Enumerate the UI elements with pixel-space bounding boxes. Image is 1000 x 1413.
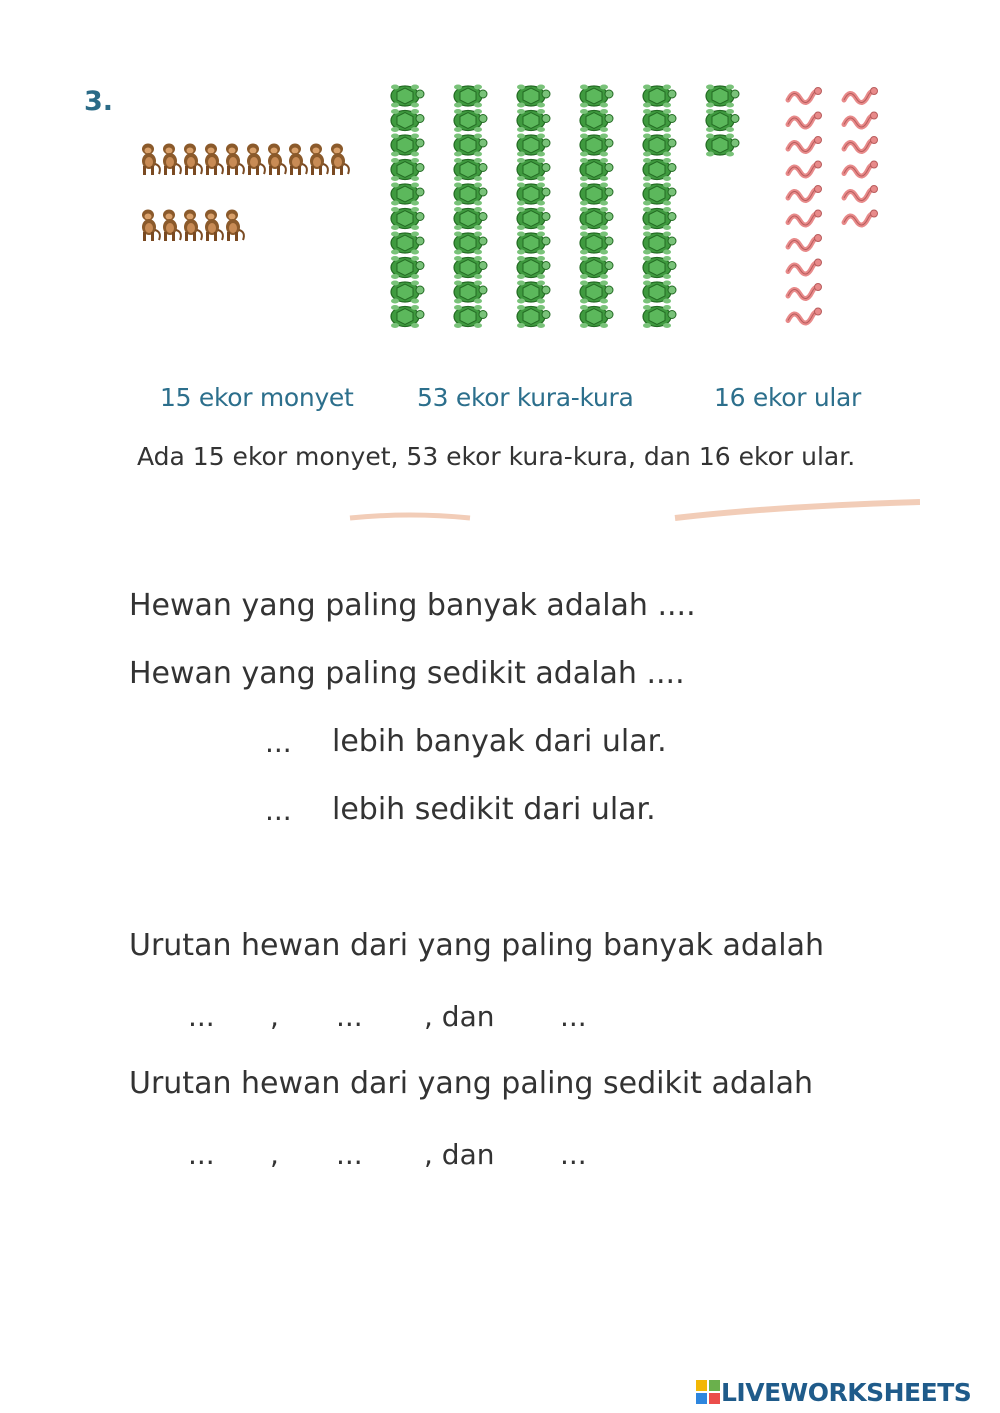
turtle-icon [454,158,487,181]
order-least-blank-3[interactable]: ... [560,1138,587,1171]
snake-icon [844,137,878,152]
question-less-than-snake: lebih sedikit dari ular. [332,792,656,827]
monkey-group [142,144,349,242]
order-most-sep-1: , [270,1000,279,1033]
turtle-icon [391,109,424,132]
turtle-icon [454,232,487,255]
turtle-icon [454,256,487,279]
turtle-icon [391,305,424,328]
turtle-icon [454,134,487,157]
monkey-icon [205,144,223,176]
turtle-icon [454,183,487,206]
turtle-icon [643,134,676,157]
question-more-than-snake: lebih banyak dari ular. [332,724,667,759]
order-most-blank-3[interactable]: ... [560,1000,587,1033]
turtle-icon [454,85,487,108]
order-least-sep-2: , dan [424,1138,495,1171]
turtle-icon [643,109,676,132]
monkey-caption: 15 ekor monyet [160,383,354,412]
turtle-icon [706,85,739,108]
turtle-icon [391,232,424,255]
question-order-most: Urutan hewan dari yang paling banyak adalah [129,928,825,963]
turtle-icon [454,207,487,230]
turtle-icon [643,85,676,108]
turtle-group [391,85,739,329]
snake-icon [844,161,878,176]
turtle-icon [643,232,676,255]
turtle-icon [706,134,739,157]
monkey-icon [184,210,202,242]
monkey-icon [142,210,160,242]
turtle-caption: 53 ekor kura-kura [417,383,634,412]
turtle-icon [517,256,550,279]
monkey-icon [226,144,244,176]
turtle-icon [391,183,424,206]
turtle-icon [580,207,613,230]
monkey-icon [163,210,181,242]
turtle-icon [580,158,613,181]
turtle-icon [517,109,550,132]
turtle-icon [517,183,550,206]
monkey-icon [226,210,244,242]
turtle-icon [580,85,613,108]
turtle-icon [391,256,424,279]
question-least: Hewan yang paling sedikit adalah .... [129,656,685,691]
turtle-icon [517,85,550,108]
liveworksheets-logo-text: LIVEWORKSHEETS [721,1377,972,1407]
turtle-icon [391,281,424,304]
answer-blank-more[interactable]: ... [265,726,292,759]
turtle-icon [580,134,613,157]
turtle-icon [580,281,613,304]
snake-caption: 16 ekor ular [714,383,862,412]
question-order-least: Urutan hewan dari yang paling sedikit adalah [129,1066,814,1101]
turtle-icon [391,207,424,230]
turtle-icon [643,183,676,206]
turtle-icon [517,134,550,157]
turtle-icon [580,109,613,132]
turtle-icon [391,85,424,108]
snake-icon [788,235,822,250]
turtle-icon [706,109,739,132]
turtle-icon [580,183,613,206]
snake-icon [788,210,822,225]
monkey-icon [268,144,286,176]
snake-group [788,88,878,324]
answer-blank-less[interactable]: ... [265,794,292,827]
turtle-icon [454,109,487,132]
turtle-icon [643,207,676,230]
order-least-blank-2[interactable]: ... [336,1138,363,1171]
snake-icon [844,186,878,201]
order-most-blank-1[interactable]: ... [188,1000,215,1033]
snake-icon [788,308,822,323]
turtle-icon [580,256,613,279]
monkey-icon [163,144,181,176]
turtle-icon [517,281,550,304]
monkey-icon [205,210,223,242]
snake-icon [788,259,822,274]
turtle-icon [580,232,613,255]
snake-icon [844,88,878,103]
monkey-icon [247,144,265,176]
turtle-icon [454,305,487,328]
turtle-icon [391,134,424,157]
snake-icon [844,112,878,127]
turtle-icon [643,158,676,181]
question-number: 3. [84,86,114,117]
snake-icon [844,210,878,225]
liveworksheets-logo-icon [695,1379,721,1405]
monkey-icon [289,144,307,176]
snake-icon [788,137,822,152]
turtle-icon [517,232,550,255]
snake-icon [788,186,822,201]
monkey-icon [184,144,202,176]
monkey-icon [142,144,160,176]
turtle-icon [517,207,550,230]
monkey-icon [310,144,328,176]
snake-icon [788,161,822,176]
turtle-icon [454,281,487,304]
story-text: Ada 15 ekor monyet, 53 ekor kura-kura, dan 16 ekor ular. [137,442,856,471]
question-most: Hewan yang paling banyak adalah .... [129,588,696,623]
turtle-icon [580,305,613,328]
order-most-sep-2: , dan [424,1000,495,1033]
turtle-icon [643,256,676,279]
turtle-icon [391,158,424,181]
turtle-icon [517,158,550,181]
order-least-sep-1: , [270,1138,279,1171]
turtle-icon [643,305,676,328]
snake-icon [788,88,822,103]
turtle-icon [643,281,676,304]
snake-icon [788,112,822,127]
liveworksheets-logo [695,1378,971,1406]
turtle-icon [517,305,550,328]
snake-icon [788,284,822,299]
order-least-blank-1[interactable]: ... [188,1138,215,1171]
monkey-icon [331,144,349,176]
order-most-blank-2[interactable]: ... [336,1000,363,1033]
